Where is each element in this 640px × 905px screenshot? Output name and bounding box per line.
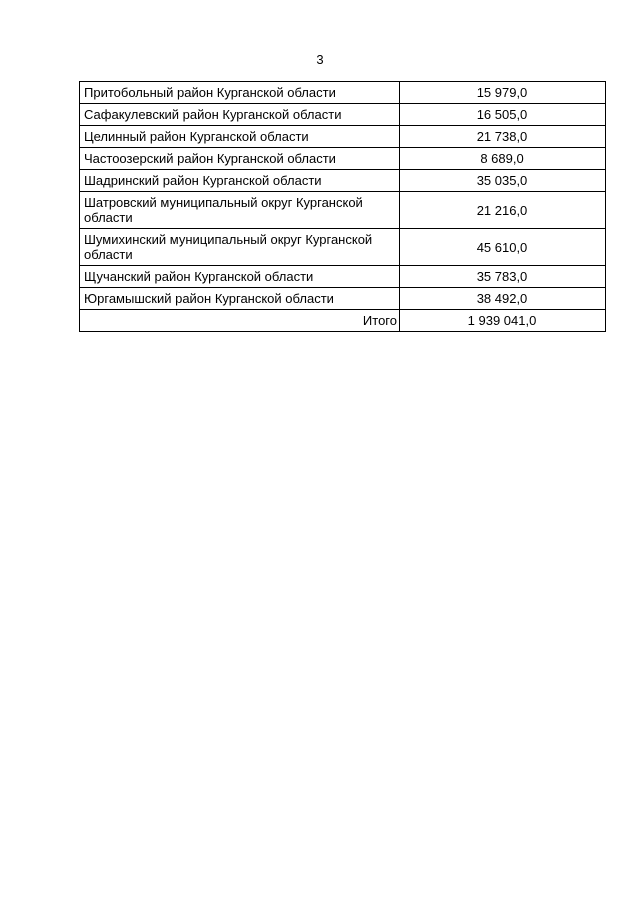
amount-cell: 16 505,0 xyxy=(400,104,606,126)
amount-cell: 15 979,0 xyxy=(400,82,606,104)
table-row xyxy=(80,170,606,192)
district-name-cell: Шадринский район Курганской области xyxy=(80,170,400,192)
table-row xyxy=(80,266,606,288)
table-row xyxy=(80,288,606,310)
amount-cell: 35 783,0 xyxy=(400,266,606,288)
table-row xyxy=(80,192,606,229)
amount-cell: 38 492,0 xyxy=(400,288,606,310)
amount-cell: 45 610,0 xyxy=(400,229,606,266)
district-name-cell: Юргамышский район Курганской области xyxy=(80,288,400,310)
amount-cell: 21 738,0 xyxy=(400,126,606,148)
amount-cell: 35 035,0 xyxy=(400,170,606,192)
allocation-table xyxy=(79,81,606,332)
table-row xyxy=(80,126,606,148)
page-number: 3 xyxy=(316,52,324,67)
district-name-cell: Целинный район Курганской области xyxy=(80,126,400,148)
district-name-cell: Частоозерский район Курганской области xyxy=(80,148,400,170)
total-label: Итого xyxy=(80,310,400,332)
total-row xyxy=(80,310,606,332)
district-name-cell: Сафакулевский район Курганской области xyxy=(80,104,400,126)
total-value: 1 939 041,0 xyxy=(400,310,606,332)
table-row xyxy=(80,82,606,104)
district-name-cell: Шумихинский муниципальный округ Курганской области xyxy=(80,229,400,266)
table-row xyxy=(80,229,606,266)
table-row xyxy=(80,104,606,126)
district-name-cell: Притобольный район Курганской области xyxy=(80,82,400,104)
amount-cell: 21 216,0 xyxy=(400,192,606,229)
district-name-cell: Щучанский район Курганской области xyxy=(80,266,400,288)
table-row xyxy=(80,148,606,170)
district-name-cell: Шатровский муниципальный округ Курганской области xyxy=(80,192,400,229)
amount-cell: 8 689,0 xyxy=(400,148,606,170)
